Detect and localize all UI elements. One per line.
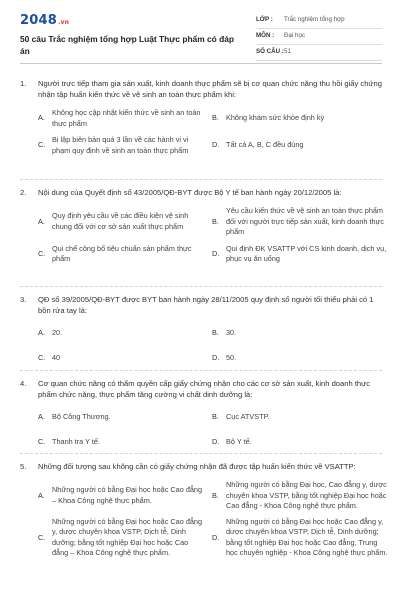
question-number: 5. xyxy=(20,462,27,471)
options xyxy=(38,108,382,156)
option-b[interactable] xyxy=(212,328,388,339)
option-c[interactable] xyxy=(38,517,206,559)
option-text: Tất cả A, B, C đều đúng xyxy=(226,140,304,150)
option-d[interactable] xyxy=(212,135,388,156)
document-header xyxy=(20,0,382,64)
option-text: Bộ Công Thương. xyxy=(52,412,111,421)
question-number: 3. xyxy=(20,295,27,304)
meta-info xyxy=(256,13,382,61)
divider xyxy=(20,286,382,287)
question-text: Nội dung của Quyết định số 43/2005/QĐ-BYT được Bộ Y tế ban hành ngày 20/12/2005 là: xyxy=(38,188,342,197)
logo-suffix: .vn xyxy=(57,19,70,26)
option-text: Không học cập nhật kiến thức về sinh an toàn thực phẩm xyxy=(52,108,201,128)
meta-label: SỐ CÂU : xyxy=(256,48,284,55)
option-letter: B. xyxy=(212,412,219,421)
question-3 xyxy=(20,294,382,363)
divider xyxy=(20,179,382,180)
question-5 xyxy=(20,461,388,559)
option-text: 40 xyxy=(52,352,61,362)
question-number: 4. xyxy=(20,379,27,388)
question-number: 2. xyxy=(20,188,27,197)
option-d[interactable] xyxy=(212,353,388,364)
meta-row-class xyxy=(256,13,382,29)
option-c[interactable] xyxy=(38,437,206,448)
option-letter: C. xyxy=(38,436,46,446)
option-text: Thanh tra Y tế. xyxy=(52,436,101,446)
divider xyxy=(20,370,382,371)
divider xyxy=(20,453,382,454)
option-d[interactable] xyxy=(212,517,388,559)
meta-value: 51 xyxy=(284,48,291,55)
option-letter: B. xyxy=(212,328,219,337)
option-text: Không khám sức khỏe định kỳ xyxy=(226,113,325,123)
option-c[interactable] xyxy=(38,135,206,156)
option-letter: A. xyxy=(38,328,45,337)
option-a[interactable] xyxy=(38,480,206,512)
option-c[interactable] xyxy=(38,353,206,364)
option-letter: B. xyxy=(212,490,219,500)
option-text: Qui định ĐK VSATTP với CS kinh doanh, dịch vụ, phục vụ ăn uống xyxy=(226,243,387,264)
logo-text: 2048 xyxy=(20,13,57,28)
option-letter: D. xyxy=(212,249,220,259)
meta-label: MÔN : xyxy=(256,32,275,39)
question-text: Cơ quan chức năng có thẩm quyền cấp giấy chứng nhận cho các cơ sở sản xuất, kinh doanh thực phẩm chức năng, thực phẩm tăng cường vi chất dinh dưỡng là: xyxy=(38,379,371,399)
option-letter: A. xyxy=(38,412,45,421)
option-text: Bộ Y tế. xyxy=(226,436,252,446)
option-a[interactable] xyxy=(38,108,206,129)
option-text: Những người có bằng Đại học hoặc Cao đẳng y, dược chuyên khoa VSTP, Dịch tễ, Dinh dưỡng; bằng tốt nghiệp Đại học hoặc Cao đẳng, Trung học chuyên nghiệp - Khoa Công nghệ thực phẩm. xyxy=(226,516,388,558)
option-letter: B. xyxy=(212,216,219,226)
option-d[interactable] xyxy=(212,437,388,448)
meta-row-subject xyxy=(256,29,382,45)
option-text: Yêu cầu kiến thức về vệ sinh an toàn thực phẩm đối với người trực tiếp sản xuất, kinh doanh thực phẩm xyxy=(226,206,385,237)
option-d[interactable] xyxy=(212,244,388,265)
meta-value: Đại học xyxy=(284,32,305,39)
option-letter: D. xyxy=(212,352,220,362)
options xyxy=(38,480,388,559)
meta-row-count xyxy=(256,45,382,61)
option-text: Qui chế công bố tiêu chuẩn sản phẩm thực phẩm xyxy=(52,243,192,264)
option-text: 50. xyxy=(226,352,237,362)
option-letter: B. xyxy=(212,113,219,123)
option-letter: C. xyxy=(38,249,46,259)
option-b[interactable] xyxy=(212,108,388,129)
options xyxy=(38,328,382,363)
option-a[interactable] xyxy=(38,206,206,238)
question-number: 1. xyxy=(20,79,27,88)
question-text: Những đối tượng sau không cần có giấy chứng nhận đã được tập huấn kiến thức về VSATTP: xyxy=(38,462,356,471)
option-letter: A. xyxy=(38,490,45,500)
option-text: Những người có bằng Đại học, Cao đẳng y, dược chuyên khoa VSTP, bằng tốt nghiệp Đại học hoặc Cao đẳng - Khoa Công nghệ thực phẩm. xyxy=(226,480,387,511)
question-1 xyxy=(20,78,382,156)
option-text: 20. xyxy=(52,328,63,337)
option-letter: D. xyxy=(212,140,220,150)
option-c[interactable] xyxy=(38,244,206,265)
option-letter: D. xyxy=(212,532,220,542)
option-text: 30. xyxy=(226,328,237,337)
options xyxy=(38,412,382,447)
meta-label: LỚP : xyxy=(256,16,273,23)
options xyxy=(38,206,387,265)
option-a[interactable] xyxy=(38,412,206,423)
option-a[interactable] xyxy=(38,328,206,339)
option-letter: C. xyxy=(38,140,46,150)
question-text: Người trực tiếp tham gia sản xuất, kinh doanh thực phẩm sẽ bị cơ quan chức năng thu hồi giấy chứng nhận tập huấn kiến thức về vệ sinh an toàn thực phẩm khi: xyxy=(38,79,382,99)
option-letter: A. xyxy=(38,113,45,123)
option-letter: A. xyxy=(38,216,45,226)
question-2 xyxy=(20,187,387,265)
option-letter: C. xyxy=(38,352,46,362)
option-text: Bị lập biên bản quá 3 lần về các hành vi vi phạm quy định về sinh an toàn thực phẩm xyxy=(52,135,189,155)
document-title: 50 câu Trắc nghiệm tổng hợp Luật Thực phẩm có đáp án xyxy=(20,34,234,57)
option-text: Những người có bằng Đại học hoặc Cao đẳng y, dược chuyên khoa VSTP, Dịch tễ, Dinh dưỡng; bằng tốt nghiệp Đại học hoặc Cao đẳng – Khoa Công nghệ thực phẩm. xyxy=(52,516,203,558)
site-logo[interactable] xyxy=(20,12,69,31)
option-letter: D. xyxy=(212,436,220,446)
option-b[interactable] xyxy=(212,206,388,238)
option-b[interactable] xyxy=(212,480,388,512)
question-text: QĐ số 39/2005/QĐ-BYT được BYT ban hành ngày 28/11/2005 quy định số người tối thiểu phải có 1 bồn rửa tay là: xyxy=(38,295,374,315)
option-letter: C. xyxy=(38,532,46,542)
option-text: Quy định yêu cầu về các điều kiện vệ sinh chung đối với cơ sở sản xuất thực phẩm xyxy=(52,211,189,231)
option-text: Cục ATVSTP. xyxy=(226,412,270,421)
question-4 xyxy=(20,378,382,447)
meta-value: Trắc nghiệm tổng hợp xyxy=(284,16,345,23)
option-b[interactable] xyxy=(212,412,388,423)
option-text: Những người có bằng Đại học hoặc Cao đẳng – Khoa Công nghệ thực phẩm. xyxy=(52,485,203,505)
